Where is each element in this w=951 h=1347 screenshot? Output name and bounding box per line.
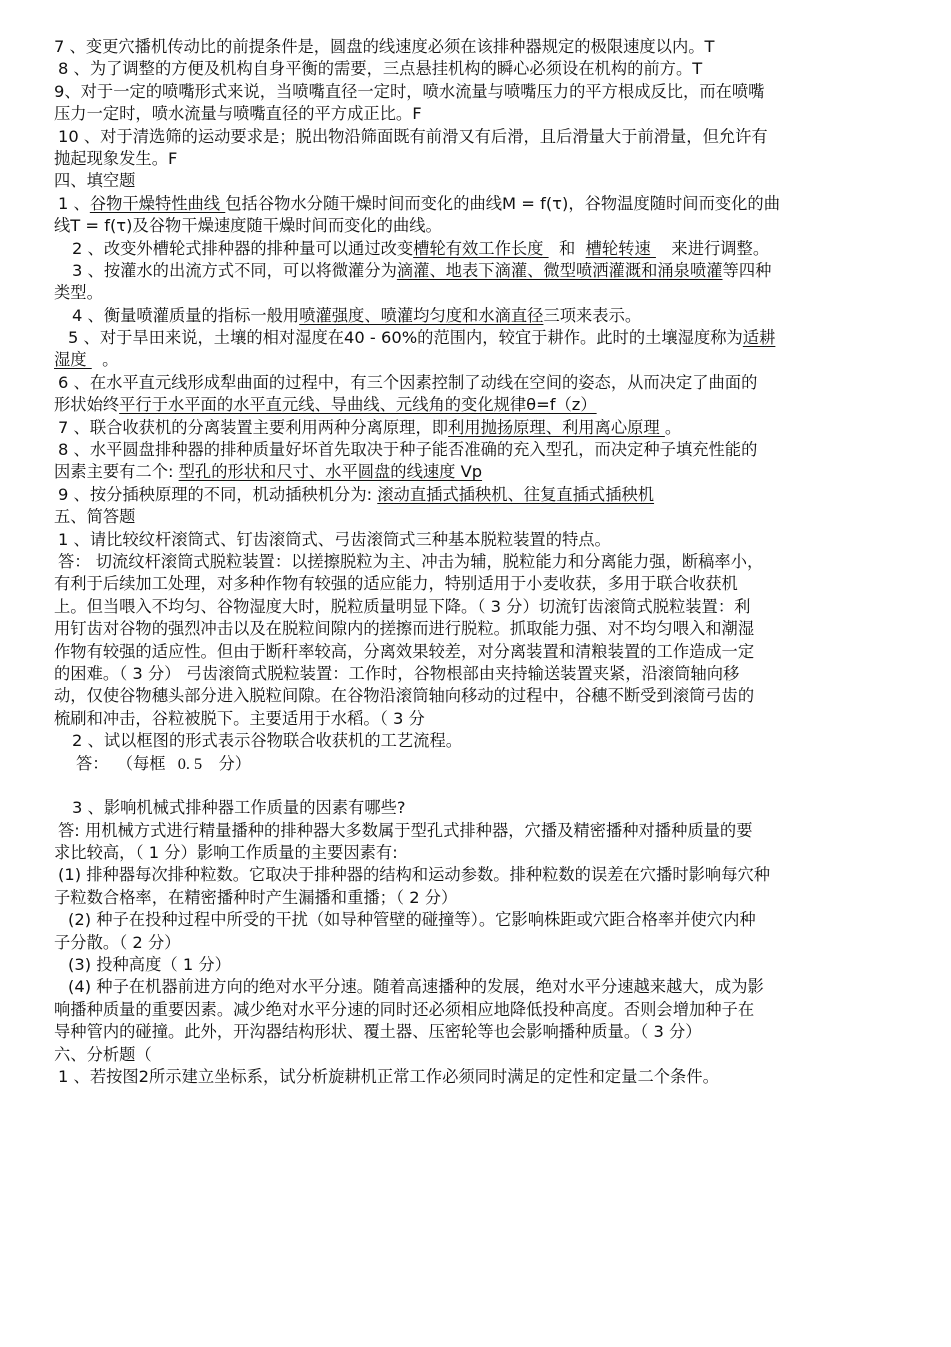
short-answer-3-line-10: 导种管内的碰撞。此外，开沟器结构形状、覆土器、压密轮等也会影响播种质量。（ 3 分） <box>54 1022 702 1042</box>
fill-4-answer: 喷灌强度、喷灌均匀度和水滴直径 <box>299 305 544 325</box>
fill-8-line-1: 8 、水平圆盘排种器的排种质量好坏首先取决于种子能否准确的充入型孔，而决定种子填充性能的 <box>58 440 758 460</box>
fill-9 <box>54 484 914 506</box>
fill-6-line-2 <box>54 394 914 416</box>
fill-4 <box>54 305 914 327</box>
fill-6-prefix: 形状始终 <box>54 395 120 415</box>
section-5-heading: 五、简答题 <box>54 507 136 527</box>
fill-1-answer: 谷物干燥特性曲线 <box>89 193 226 213</box>
short-answer-3-question: 3 、影响机械式排种器工作质量的因素有哪些? <box>72 798 406 818</box>
short-answer-1-line-1: 答： 切流纹杆滚筒式脱粒装置：以搓擦脱粒为主、冲击为辅，脱粒能力和分离能力强，断稿率小， <box>58 551 764 571</box>
fill-7 <box>54 417 914 439</box>
question-10-line-2: 抛起现象发生。F <box>54 148 178 168</box>
fill-5-prefix: 5 、对于旱田来说，土壤的相对湿度在40 - 60%的范围内，较宜于耕作。此时的土壤湿度称为 <box>68 328 743 348</box>
short-answer-1-line-2: 有利于后续加工处理，对多种作物有较强的适应能力，特别适用于小麦收获，多用于联合收获机 <box>54 574 738 594</box>
analysis-1-question: 1 、若按图2所示建立坐标系，试分析旋耕机正常工作必须同时满足的定性和定量二个条件。 <box>58 1066 719 1086</box>
fill-6-answer: 平行于水平面的水平直元线、导曲线、元线角的变化规律θ=f（z） <box>119 395 597 415</box>
fill-3-line-2: 类型。 <box>54 283 103 303</box>
fill-7-prefix: 7 、联合收获机的分离装置主要利用两种分离原理，即 <box>58 417 449 437</box>
question-7: 7 、变更穴播机传动比的前提条件是，圆盘的线速度必须在该排种器规定的极限速度以内。T <box>54 37 715 56</box>
fill-2-answer-2: 槽轮转速 <box>585 238 656 258</box>
short-answer-3-line-4: 子粒数合格率，在精密播种时产生漏播和重播；（ 2 分） <box>54 887 458 907</box>
fill-5-answer-part-1: 适耕 <box>742 328 776 348</box>
short-answer-2-question: 2 、试以框图的形式表示谷物联合收获机的工艺流程。 <box>72 731 463 751</box>
fill-8-line-2 <box>54 461 914 483</box>
section-6-heading: 六、分析题（ <box>54 1044 152 1064</box>
fill-3-suffix: 等四种 <box>722 260 772 280</box>
short-answer-1-line-8: 梳刷和冲击，谷粒被脱下。主要适用于水稻。（ 3 分 <box>54 708 425 728</box>
fill-5-line-2 <box>54 349 914 371</box>
short-answer-3-line-7: (3) 投种高度（ 1 分） <box>68 955 231 975</box>
fill-5-suffix: 。 <box>91 350 119 370</box>
short-answer-1-line-6: 的困难。（ 3 分） 弓齿滚筒式脱粒装置：工作时，谷物根部由夹持输送装置夹紧，沿滚筒轴向移 <box>54 663 740 683</box>
fill-5-line-1 <box>54 327 914 349</box>
fill-2-prefix: 2 、改变外槽轮式排种器的排种量可以通过改变 <box>72 238 414 258</box>
fill-1-rest: 包括谷物水分随干燥时间而变化的曲线M = f(τ)，谷物温度随时间而变化的曲 <box>225 193 780 213</box>
short-answer-3-line-6: 子分散。（ 2 分） <box>54 932 181 952</box>
question-9-line-2: 压力一定时，喷水流量与喷嘴直径的平方成正比。F <box>54 104 422 124</box>
fill-5-answer-part-2: 湿度 <box>54 350 92 370</box>
fill-9-answer: 滚动直插式插秧机、往复直插式插秧机 <box>377 484 655 504</box>
fill-3-line-1 <box>54 260 914 282</box>
short-answer-2-answer: 答： （每框 0. 5 分） <box>76 753 252 773</box>
fill-7-answer: 利用抛扬原理、利用离心原理 <box>448 417 665 437</box>
question-10-line-1: 10 、对于清选筛的运动要求是；脱出物沿筛面既有前滑又有后滑，且后滑量大于前滑量，但允许有 <box>58 126 768 146</box>
short-answer-1-line-4: 用钉齿对谷物的强烈冲击以及在脱粒间隙内的搓擦而进行脱粒。抓取能力强、对不均匀喂入和潮湿 <box>54 619 755 639</box>
document-page <box>54 36 914 1088</box>
fill-4-prefix: 4 、衡量喷灌质量的指标一般用 <box>72 305 300 325</box>
blank-space <box>54 775 914 797</box>
short-answer-1-question: 1 、请比较纹杆滚筒式、钉齿滚筒式、弓齿滚筒式三种基本脱粒装置的特点。 <box>58 529 611 549</box>
short-answer-3-line-9: 响播种质量的重要因素。减少绝对水平分速的同时还必须相应地降低投种高度。否则会增加种子在 <box>54 999 755 1019</box>
fill-8-prefix: 因素主要有二个: <box>54 462 179 482</box>
section-4-heading: 四、填空题 <box>54 171 136 191</box>
short-answer-1-line-7: 动，仅使谷物穗头部分进入脱粒间隙。在谷物沿滚筒轴向移动的过程中，谷穗不断受到滚筒弓齿的 <box>54 686 755 706</box>
fill-1-number: 1 、 <box>58 193 90 213</box>
fill-6-line-1: 6 、在水平直元线形成犁曲面的过程中，有三个因素控制了动线在空间的姿态，从而决定了曲面的 <box>58 372 758 392</box>
fill-2 <box>54 238 914 260</box>
fill-8-answer: 型孔的形状和尺寸、水平圆盘的线速度 Vp <box>178 462 483 482</box>
fill-7-suffix: 。 <box>664 417 682 437</box>
short-answer-3-line-8: (4) 种子在机器前进方向的绝对水平分速。随着高速播种的发展，绝对水平分速越来越大，成为影 <box>68 977 764 997</box>
short-answer-3-line-3: (1) 排种器每次排种粒数。它取决于排种器的结构和运动参数。排种粒数的误差在穴播时影响每穴种 <box>58 865 771 885</box>
fill-3-prefix: 3 、按灌水的出流方式不同，可以将微灌分为 <box>72 260 397 280</box>
fill-9-prefix: 9 、按分插秧原理的不同，机动插秧机分为: <box>58 484 378 504</box>
fill-3-answer: 滴灌、地表下滴灌、微型喷洒灌溉和涌泉喷灌 <box>396 260 723 280</box>
fill-2-answer-1: 槽轮有效工作长度 <box>413 238 549 258</box>
fill-1-line-2: 线T = f(τ)及谷物干燥速度随干燥时间而变化的曲线。 <box>54 216 442 236</box>
question-8: 8 、为了调整的方便及机构自身平衡的需要，三点悬挂机构的瞬心必须设在机构的前方。T <box>58 59 703 79</box>
fill-2-suffix: 来进行调整。 <box>655 238 770 258</box>
fill-4-suffix: 三项来表示。 <box>543 305 642 325</box>
question-9-line-1: 9、对于一定的喷嘴形式来说，当喷嘴直径一定时，喷水流量与喷嘴压力的平方根成反比，而在喷嘴 <box>54 81 765 101</box>
short-answer-1-line-3: 上。但当喂入不均匀、谷物湿度大时，脱粒质量明显下降。（ 3 分）切流钉齿滚筒式脱粒装置：利 <box>54 596 751 616</box>
short-answer-1-line-5: 作物有较强的适应性。但由于断秆率较高，分离效果较差，对分离装置和清粮装置的工作造成一定 <box>54 641 755 661</box>
short-answer-3-line-1: 答: 用机械方式进行精量播种的排种器大多数属于型孔式排种器，穴播及精密播种对播种质量的要 <box>58 820 753 840</box>
fill-1-line-1 <box>54 193 914 215</box>
fill-2-middle: 和 <box>548 238 586 258</box>
short-answer-3-line-5: (2) 种子在投种过程中所受的干扰（如导种管壁的碰撞等）。它影响株距或穴距合格率并使穴内种 <box>68 910 756 930</box>
short-answer-3-line-2: 求比较高，（ 1 分）影响工作质量的主要因素有: <box>54 843 398 863</box>
